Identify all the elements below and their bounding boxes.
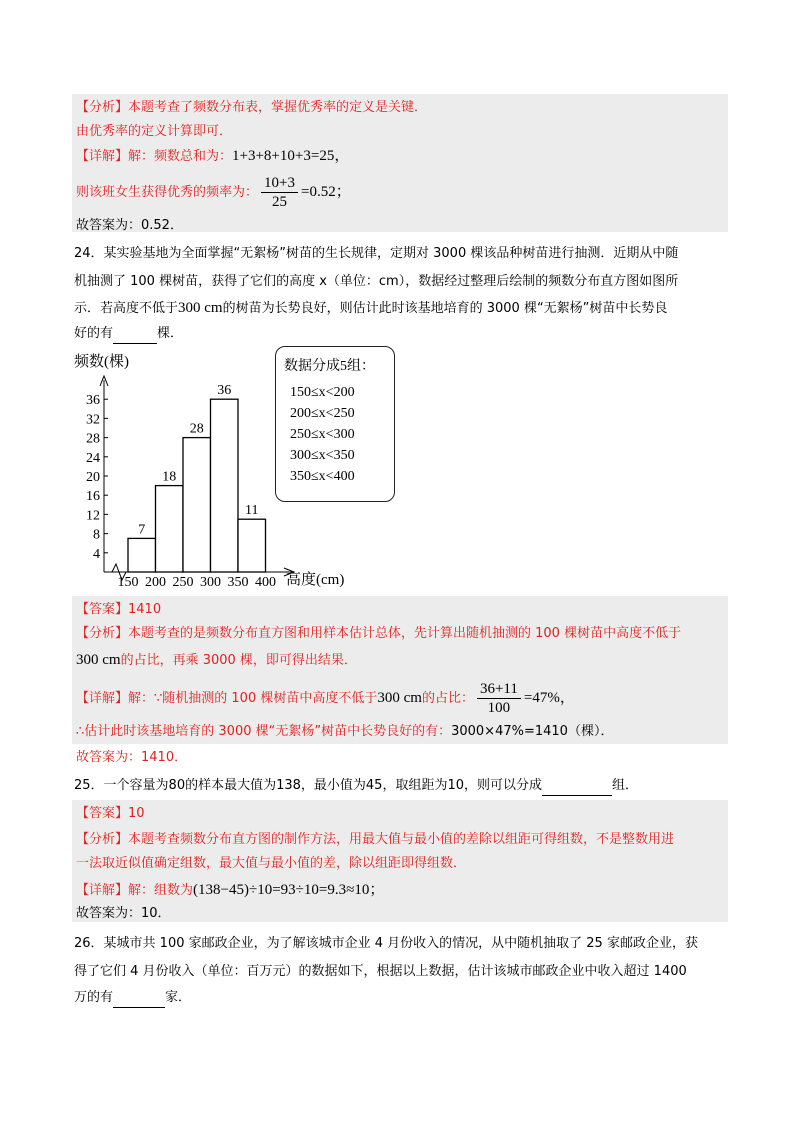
y-tick-label: 12 [86,508,100,524]
q24-line-1: 24．某实验基地为全面掌握“无絮杨”树苗的生长规律，定期对 3000 棵该品种树苗进行抽测．近期从中随 [74,246,679,261]
detail-23 [76,146,349,167]
group-legend-box [275,346,395,502]
legend-row: 150≤x<200 [290,385,355,400]
legend-row: 300≤x<350 [290,448,355,463]
rate-23-num: 10+3 [261,174,298,193]
therefore-24-expr: 3000×47%=1410（棵）． [451,724,614,739]
answer-blank-25[interactable] [542,781,612,796]
y-tick-label: 8 [93,527,100,543]
analysis-25: 【分析】本题考查频数分布直方图的制作方法，用最大值与最小值的差除以组距可得组数，不是整数用进 [76,832,675,847]
q25-text-a: 25．一个容量为80的样本最大值为138，最小值为45，取组距为10，则可以分成 [74,778,542,793]
detail-23-expr: 1+3+8+10+3=25， [232,148,350,164]
x-tick-label: 250 [172,575,194,590]
detail-25-label: 【详解】解：组数为 [76,883,194,898]
histogram-bar [211,399,239,572]
x-tick-label: 150 [117,575,139,590]
y-tick-label: 28 [86,431,100,447]
q24-line-3c: 的树苗为长势良好，则估计此时该基地培育的 3000 棵“无絮杨”树苗中长势良 [222,301,668,316]
analysis-24-tail: 的占比，再乘 3000 棵，即可得出结果． [120,653,357,668]
q24-line-4 [74,324,183,344]
detail-24-num: 36+11 [477,680,521,699]
bar-value-label: 7 [138,522,146,538]
legend-row: 350≤x<400 [290,469,355,484]
q24-line-2: 机抽测了 100 棵树苗，获得了它们的高度 x（单位：cm），数据经过整理后绘制的频数分布直方图如图所 [74,274,679,289]
answer-24-end: 故答案为：1410． [76,750,188,765]
detail-24-value: 300 cm [377,690,422,706]
histogram-bar [128,538,156,572]
rate-23-fraction [261,174,298,211]
q26-line-2: 得了它们 4 月份收入（单位：百万元）的数据如下，根据以上数据，估计该城市邮政企业中收入超过 1400 [74,964,687,979]
x-tick-label: 400 [255,575,276,590]
answer-25: 【答案】10 [76,806,145,821]
detail-25-expr: (138−45)÷10=93÷10=9.3≈10； [193,882,385,898]
q24-line-3 [74,298,667,319]
analysis-24: 【分析】本题考查的是频数分布直方图和用样本估计总体，先计算出随机抽测的 100 棵树苗中高度不低于 [76,626,682,641]
bar-value-label: 18 [162,469,177,485]
analysis-24-cont [76,650,357,671]
x-axis-label: 高度(cm) [286,572,345,588]
analysis-24-value: 300 cm [76,652,121,668]
x-tick-label: 300 [200,575,221,590]
q25-text-b: 组． [611,778,638,793]
detail-24-result: =47%， [523,690,575,706]
answer-blank-24[interactable] [113,329,157,344]
rate-23 [76,170,351,215]
y-tick-label: 20 [86,470,100,485]
histogram-bar [156,486,184,572]
rate-23-label: 则该班女生获得优秀的频率为： [76,185,259,200]
rate-23-den: 25 [272,194,287,210]
detail-24-fraction [477,680,521,717]
y-tick-label: 16 [86,489,100,505]
y-axis [100,376,108,572]
rate-23-result: =0.52； [300,184,351,200]
bar-value-label: 28 [189,421,204,437]
bar-value-label: 11 [245,503,259,519]
detail-25 [76,880,384,901]
q24-line-4b: 棵． [157,326,184,341]
legend-row: 250≤x<300 [290,427,355,442]
q26-line-3b: 家． [165,990,192,1005]
q24-line-3b: 300 cm [178,300,223,316]
q24-line-4a: 好的有 [74,326,114,341]
detail-24 [76,676,575,721]
answer-23: 故答案为：0.52． [76,218,183,233]
q26-line-1: 26．某城市共 100 家邮政企业，为了解该城市企业 4 月份收入的情况，从中随机抽取了 25 家邮政企业，获 [74,936,698,951]
detail-24-label: 【详解】解：∵随机抽测的 100 棵树苗中高度不低于 [76,691,378,706]
q26-line-3 [74,988,191,1008]
detail-24-den: 100 [487,700,511,716]
analysis-23: 【分析】本题考查了频数分布表，掌握优秀率的定义是关键． [76,100,428,115]
histogram-bar [183,438,211,572]
analysis-23-cont: 由优秀率的定义计算即可． [76,124,233,139]
histogram-bar [238,519,266,572]
therefore-24-label: ∴估计此时该基地培育的 3000 棵“无絮杨”树苗中长势良好的有： [76,724,452,739]
y-tick-label: 36 [86,393,100,409]
legend-row: 200≤x<250 [290,406,355,421]
detail-24-mid: 的占比： [421,691,474,706]
x-tick-label: 350 [227,575,249,590]
x-tick-label: 200 [145,575,166,590]
q26-line-3a: 万的有 [74,990,114,1005]
detail-23-label: 【详解】解：频数总和为： [76,149,233,164]
y-tick-label: 4 [93,546,100,562]
q24-line-3a: 示．若高度不低于 [74,301,179,316]
legend-title: 数据分成5组： [284,359,375,374]
answer-blank-26[interactable] [113,993,165,1008]
answer-25-end: 故答案为：10． [76,906,171,921]
therefore-24 [76,722,613,742]
answer-24: 【答案】1410 [76,602,162,617]
analysis-25-cont: 一法取近似值确定组数，最大值与最小值的差，除以组距即得组数． [76,856,467,871]
y-tick-label: 24 [86,450,100,466]
y-axis-label: 频数(棵) [74,354,129,370]
q25-text [74,776,638,796]
y-tick-label: 32 [86,412,100,428]
bar-value-label: 36 [217,383,232,399]
